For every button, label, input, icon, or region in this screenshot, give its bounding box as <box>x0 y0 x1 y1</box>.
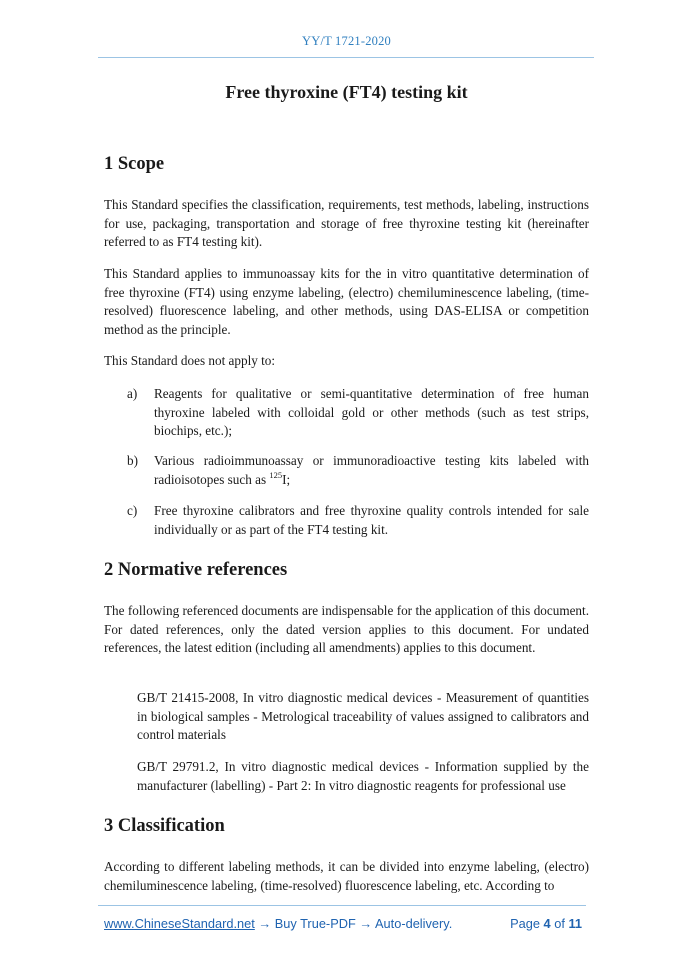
list-item-text-part: I; <box>282 471 291 487</box>
list-item-label: a) <box>127 386 138 401</box>
reference-item <box>137 758 589 795</box>
paragraph-text: This Standard does not apply to: <box>104 353 276 368</box>
page-indicator <box>510 916 582 931</box>
list-item-label: c) <box>127 503 138 518</box>
reference-text: GB/T 29791.2, In vitro diagnostic medical devices - Information supplied by the manufacturer (labelling) - Part 2: In vitro diagnostic reagents for professional use <box>137 759 589 793</box>
list-item-text <box>154 452 589 489</box>
list-item <box>127 385 589 441</box>
footer-promo: → Buy True-PDF → Auto-delivery. <box>254 916 453 931</box>
list-item-text-part: Various radioimmunoassay or immunoradioactive testing kits labeled with radioisotopes such as <box>154 453 589 487</box>
paragraph <box>104 858 589 895</box>
standard-code: YY/T 1721-2020 <box>301 34 392 48</box>
paragraph <box>104 196 589 252</box>
page-total: 11 <box>568 916 582 931</box>
paragraph <box>104 352 589 371</box>
paragraph <box>104 602 589 658</box>
paragraph-text: According to different labeling methods, it can be divided into enzyme labeling, (electro) chemiluminescence labeling, (time-resolved) fluorescence labeling, etc. According to <box>104 859 589 893</box>
reference-text: GB/T 21415-2008, In vitro diagnostic medical devices - Measurement of quantities in biological samples - Metrological traceability of values assigned to calibrators and control materials <box>137 690 589 743</box>
paragraph-text: The following referenced documents are indispensable for the application of this document. For dated references, only the dated version applies to this document. For undated references, the latest edition (including all amendments) applies to this document. <box>104 603 589 656</box>
website-link[interactable]: www.ChineseStandard.net <box>104 916 255 931</box>
isotope-superscript: 125 <box>269 469 283 480</box>
paragraph <box>104 265 589 339</box>
section-heading-scope: 1 Scope <box>104 154 165 174</box>
of-word: of <box>554 916 565 931</box>
page-word: Page <box>510 916 540 931</box>
list-item <box>127 502 589 539</box>
list-item-text: Reagents for qualitative or semi-quantitative determination of free human thyroxine labeled with colloidal gold or other methods (such as test strips, biochips, etc.); <box>154 386 589 439</box>
page-current: 4 <box>543 916 551 931</box>
paragraph-text: This Standard specifies the classification, requirements, test methods, labeling, instructions for use, packaging, transportation and storage of free thyroxine testing kit (hereinafter referred to as FT4 testing kit). <box>104 197 589 250</box>
section-heading-classification: 3 Classification <box>104 816 225 836</box>
list-item-text: Free thyroxine calibrators and free thyroxine quality controls intended for sale individually or as part of the FT4 testing kit. <box>154 503 589 537</box>
footer-divider <box>98 905 586 906</box>
header-divider <box>98 57 594 58</box>
page-footer <box>104 916 588 934</box>
document-title: Free thyroxine (FT4) testing kit <box>225 82 468 102</box>
reference-item <box>137 689 589 745</box>
list-item-label: b) <box>127 453 138 468</box>
list-item <box>127 452 589 489</box>
section-heading-normative-references: 2 Normative references <box>104 560 288 580</box>
paragraph-text: This Standard applies to immunoassay kits for the in vitro quantitative determination of free thyroxine (FT4) using enzyme labeling, (electro) chemiluminescence labeling, (time-resolved) fluorescence labeling, and other methods, using DAS-ELISA or competition method as the principle. <box>104 266 589 337</box>
